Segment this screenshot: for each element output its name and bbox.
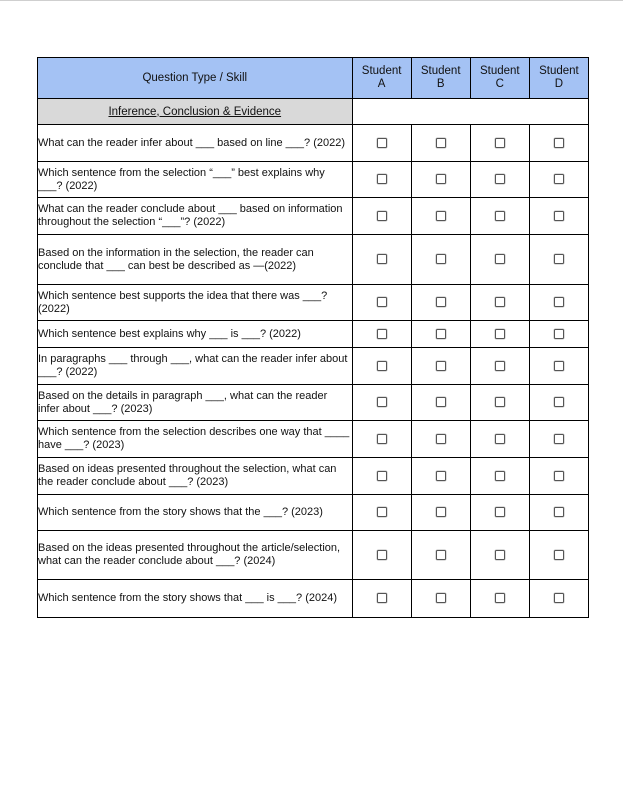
student-d-checkbox-icon[interactable] [554, 550, 564, 560]
student-c-cell [470, 125, 529, 162]
student-a-cell [352, 495, 411, 531]
question-row [38, 580, 589, 618]
question-row [38, 495, 589, 531]
student-b-checkbox-icon[interactable] [436, 434, 446, 444]
question-row [38, 235, 589, 285]
student-c-checkbox-icon[interactable] [495, 138, 505, 148]
student-c-checkbox-icon[interactable] [495, 329, 505, 339]
student-c-cell [470, 531, 529, 580]
student-b-cell [411, 531, 470, 580]
student-d-cell [529, 531, 588, 580]
question-row [38, 321, 589, 348]
question-row [38, 162, 589, 198]
student-d-checkbox-icon[interactable] [554, 593, 564, 603]
student-c-cell [470, 421, 529, 458]
student-c-cell [470, 348, 529, 385]
student-d-cell [529, 580, 588, 618]
student-d-checkbox-icon[interactable] [554, 434, 564, 444]
header-row [38, 58, 589, 99]
student-a-cell [352, 531, 411, 580]
student-a-cell [352, 285, 411, 321]
student-b-cell [411, 198, 470, 235]
page-top-border [0, 0, 623, 1]
student-d-cell [529, 162, 588, 198]
student-b-cell [411, 421, 470, 458]
student-header-label: Student [420, 65, 461, 77]
student-d-checkbox-icon[interactable] [554, 297, 564, 307]
student-b-cell [411, 580, 470, 618]
student-d-cell [529, 421, 588, 458]
student-a-checkbox-icon[interactable] [377, 471, 387, 481]
student-c-checkbox-icon[interactable] [495, 211, 505, 221]
student-d-cell [529, 285, 588, 321]
student-a-checkbox-icon[interactable] [377, 297, 387, 307]
student-d-cell [529, 458, 588, 495]
student-a-header [352, 58, 411, 99]
student-b-cell [411, 321, 470, 348]
student-d-checkbox-icon[interactable] [554, 254, 564, 264]
student-b-cell [411, 495, 470, 531]
section-blank-cell [352, 99, 588, 125]
student-a-checkbox-icon[interactable] [377, 434, 387, 444]
student-header-label: Student [361, 65, 402, 77]
student-a-cell [352, 421, 411, 458]
student-c-checkbox-icon[interactable] [495, 361, 505, 371]
section-row [38, 99, 589, 125]
question-row [38, 385, 589, 421]
student-b-cell [411, 458, 470, 495]
question-type-header: Question Type / Skill [38, 58, 353, 99]
student-b-cell [411, 348, 470, 385]
student-c-cell [470, 495, 529, 531]
student-c-checkbox-icon[interactable] [495, 297, 505, 307]
student-b-cell [411, 125, 470, 162]
student-b-checkbox-icon[interactable] [436, 254, 446, 264]
student-a-checkbox-icon[interactable] [377, 550, 387, 560]
student-c-cell [470, 235, 529, 285]
question-text: Which sentence best explains why ___ is ___? (2022) [38, 321, 353, 348]
student-c-checkbox-icon[interactable] [495, 471, 505, 481]
student-a-cell [352, 235, 411, 285]
student-a-cell [352, 321, 411, 348]
question-text: Which sentence from the story shows that the ___? (2023) [38, 495, 353, 531]
student-c-checkbox-icon[interactable] [495, 174, 505, 184]
question-text: Which sentence best supports the idea that there was ___? (2022) [38, 285, 353, 321]
question-text: Based on the information in the selection, the reader can conclude that ___ can best be described as —(2022) [38, 235, 353, 285]
student-b-cell [411, 285, 470, 321]
student-c-checkbox-icon[interactable] [495, 397, 505, 407]
question-text: Based on the ideas presented throughout the article/selection, what can the reader conclude about ___? (2024) [38, 531, 353, 580]
question-row [38, 285, 589, 321]
student-d-cell [529, 235, 588, 285]
student-a-checkbox-icon[interactable] [377, 211, 387, 221]
student-header-letter: C [495, 78, 504, 90]
student-c-cell [470, 285, 529, 321]
student-b-cell [411, 162, 470, 198]
student-d-checkbox-icon[interactable] [554, 471, 564, 481]
question-text: Which sentence from the selection describes one way that ____ have ___? (2023) [38, 421, 353, 458]
student-b-checkbox-icon[interactable] [436, 593, 446, 603]
question-text: What can the reader conclude about ___ based on information throughout the selection “___”? (2022) [38, 198, 353, 235]
question-row [38, 421, 589, 458]
student-a-checkbox-icon[interactable] [377, 329, 387, 339]
student-b-checkbox-icon[interactable] [436, 550, 446, 560]
student-c-cell [470, 162, 529, 198]
student-a-checkbox-icon[interactable] [377, 138, 387, 148]
student-b-checkbox-icon[interactable] [436, 174, 446, 184]
student-a-cell [352, 162, 411, 198]
student-a-checkbox-icon[interactable] [377, 507, 387, 517]
student-c-header [470, 58, 529, 99]
student-header-label: Student [479, 65, 520, 77]
student-a-checkbox-icon[interactable] [377, 397, 387, 407]
student-d-cell [529, 348, 588, 385]
student-c-checkbox-icon[interactable] [495, 254, 505, 264]
student-c-cell [470, 458, 529, 495]
student-c-cell [470, 321, 529, 348]
student-header-letter: B [436, 78, 445, 90]
student-d-cell [529, 321, 588, 348]
student-d-checkbox-icon[interactable] [554, 174, 564, 184]
student-b-cell [411, 235, 470, 285]
student-d-checkbox-icon[interactable] [554, 397, 564, 407]
question-text: Based on the details in paragraph ___, what can the reader infer about ___? (2023) [38, 385, 353, 421]
student-a-checkbox-icon[interactable] [377, 361, 387, 371]
student-a-cell [352, 198, 411, 235]
student-a-cell [352, 385, 411, 421]
question-row [38, 348, 589, 385]
student-a-checkbox-icon[interactable] [377, 593, 387, 603]
student-d-header [529, 58, 588, 99]
student-d-checkbox-icon[interactable] [554, 138, 564, 148]
student-header-letter: D [554, 78, 564, 90]
student-b-checkbox-icon[interactable] [436, 397, 446, 407]
student-b-checkbox-icon[interactable] [436, 297, 446, 307]
student-a-cell [352, 458, 411, 495]
question-text: Which sentence from the story shows that ___ is ___? (2024) [38, 580, 353, 618]
question-text: In paragraphs ___ through ___, what can the reader infer about ___? (2022) [38, 348, 353, 385]
student-b-cell [411, 385, 470, 421]
question-text: What can the reader infer about ___ based on line ___? (2022) [38, 125, 353, 162]
question-row [38, 531, 589, 580]
question-row [38, 458, 589, 495]
question-row [38, 125, 589, 162]
student-c-checkbox-icon[interactable] [495, 550, 505, 560]
question-text: Which sentence from the selection “___” best explains why ___? (2022) [38, 162, 353, 198]
student-a-cell [352, 348, 411, 385]
student-a-cell [352, 580, 411, 618]
question-row [38, 198, 589, 235]
student-c-cell [470, 385, 529, 421]
student-b-header [411, 58, 470, 99]
student-d-cell [529, 495, 588, 531]
question-text: Based on ideas presented throughout the selection, what can the reader conclude about ___? (2023) [38, 458, 353, 495]
student-d-checkbox-icon[interactable] [554, 507, 564, 517]
student-d-checkbox-icon[interactable] [554, 329, 564, 339]
student-header-label: Student [539, 65, 579, 77]
skills-checklist-table [37, 57, 589, 618]
student-c-cell [470, 198, 529, 235]
student-b-checkbox-icon[interactable] [436, 507, 446, 517]
student-c-cell [470, 580, 529, 618]
student-d-cell [529, 198, 588, 235]
student-c-checkbox-icon[interactable] [495, 593, 505, 603]
student-a-checkbox-icon[interactable] [377, 254, 387, 264]
student-d-checkbox-icon[interactable] [554, 211, 564, 221]
section-title: Inference, Conclusion & Evidence [38, 99, 353, 125]
student-b-checkbox-icon[interactable] [436, 329, 446, 339]
student-a-checkbox-icon[interactable] [377, 174, 387, 184]
student-d-cell [529, 125, 588, 162]
student-b-checkbox-icon[interactable] [436, 471, 446, 481]
student-c-checkbox-icon[interactable] [495, 507, 505, 517]
student-b-checkbox-icon[interactable] [436, 361, 446, 371]
student-d-checkbox-icon[interactable] [554, 361, 564, 371]
student-d-cell [529, 385, 588, 421]
student-header-letter: A [377, 78, 386, 90]
student-b-checkbox-icon[interactable] [436, 138, 446, 148]
student-a-cell [352, 125, 411, 162]
student-c-checkbox-icon[interactable] [495, 434, 505, 444]
student-b-checkbox-icon[interactable] [436, 211, 446, 221]
